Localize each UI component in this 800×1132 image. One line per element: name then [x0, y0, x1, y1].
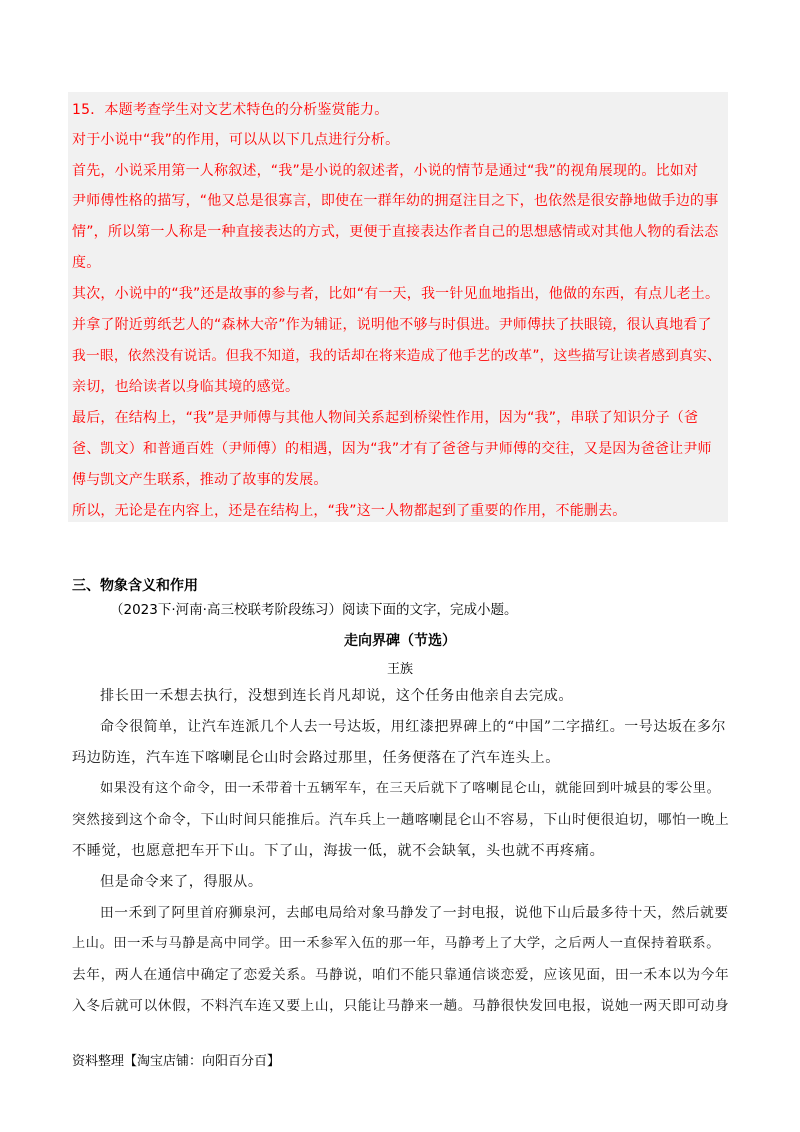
story-author: 王族 — [386, 662, 413, 677]
answer-line: 对于小说中“我”的作用，可以从以下几点进行分析。 — [72, 132, 400, 148]
story-line: 不睡觉，也愿意把车开下山。下了山，海拔一低，就不会缺氧，头也就不再疼痛。 — [72, 843, 605, 859]
story-line: 命令很简单，让汽车连派几个人去一号达坂，用红漆把界碑上的“中国”二字描红。一号达坂在多尔 — [100, 719, 727, 735]
section-title: 三、物象含义和作用 — [72, 578, 198, 594]
story-line: 如果没有这个命令，田一禾带着十五辆军车，在三天后就下了喀喇昆仑山，就能回到叶城县的零公里。 — [100, 781, 721, 796]
story-title: 走向界碑（节选） — [344, 633, 456, 649]
answer-line: 其次，小说中的“我”还是故事的参与者，比如“有一天，我一针见血地指出，他做的东西，有点儿老土。 — [72, 286, 720, 302]
answer-line: 度。 — [72, 255, 101, 271]
story-line: 上山。田一禾与马静是高中同学。田一禾参军入伍的那一年，马静考上了大学，之后两人一直保持着联系。 — [72, 936, 721, 951]
footer-credit: 资料整理【淘宝店铺：向阳百分百】 — [72, 1054, 281, 1069]
answer-line: 亲切，也给读者以身临其境的感觉。 — [72, 379, 300, 395]
answer-line: 情”，所以第一人称是一种直接表达的方式，更便于直接表达作者自己的思想感情或对其他人物的看法态 — [72, 224, 719, 240]
answer-line: 所以，无论是在内容上，还是在结构上，“我”这一人物都起到了重要的作用，不能删去。 — [72, 503, 627, 519]
answer-line: 15．本题考查学生对文艺术特色的分析鉴赏能力。 — [72, 102, 389, 118]
story-line: 玛边防连，汽车连下喀喇昆仑山时会路过那里，任务便落在了汽车连头上。 — [72, 750, 560, 766]
answer-line: 尹师傅性格的描写，“他又总是很寡言，即使在一群年幼的拥趸注目之下，也依然是很安静地做手边的事 — [72, 193, 719, 209]
answer-line: 爸、凯文）和普通百姓（尹师傅）的相遇，因为“我”才有了爸爸与尹师傅的交往，又是因为爸爸让尹师 — [72, 441, 712, 457]
story-line: 入冬后就可以休假，不料汽车连又要上山，只能让马静来一趟。马静很快发回电报，说她一两天即可动身 — [72, 998, 730, 1014]
story-line: 但是命令来了，得服从。 — [100, 874, 263, 890]
question-source: （2023下·河南·高三校联考阶段练习）阅读下面的文字，完成小题。 — [110, 602, 518, 618]
story-line: 突然接到这个命令，下山时间只能推后。汽车兵上一趟喀喇昆仑山不容易，下山时便很迫切，哪怕一晚上 — [72, 812, 730, 828]
story-line: 排长田一禾想去执行，没想到连长肖凡却说，这个任务由他亲自去完成。 — [100, 688, 574, 704]
story-line: 田一禾到了阿里首府狮泉河，去邮电局给对象马静发了一封电报，说他下山后最多待十天，然后就要 — [100, 905, 729, 921]
answer-line: 傅与凯文产生联系，推动了故事的发展。 — [72, 472, 328, 488]
story-line: 去年，两人在通信中确定了恋爱关系。马静说，咱们不能只靠通信谈恋爱，应该见面，田一禾本以为今年 — [72, 967, 730, 983]
answer-line: 并拿了附近剪纸艺人的“森林大帝”作为辅证，说明他不够与时俱进。尹师傅扶了扶眼镜，很认真地看了 — [72, 317, 712, 333]
answer-line: 我一眼，依然没有说话。但我不知道，我的话却在将来造成了他手艺的改革”，这些描写让读者感到真实、 — [72, 348, 722, 364]
answer-line: 首先，小说采用第一人称叙述，“我”是小说的叙述者，小说的情节是通过“我”的视角展现的。比如对 — [72, 163, 699, 179]
answer-line: 最后，在结构上，“我”是尹师傅与其他人物间关系起到桥梁性作用，因为“我”，串联了知识分子（爸 — [72, 410, 699, 426]
